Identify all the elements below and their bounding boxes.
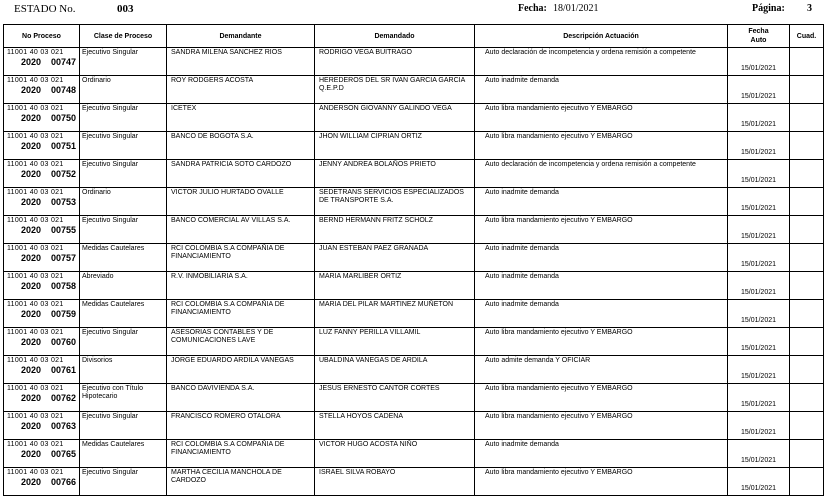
proceso-prefix: 11001 40 03 021: [7, 105, 64, 112]
cell-clase: Ejecutivo Singular: [80, 160, 167, 188]
cell-fecha-auto: 15/01/2021: [728, 216, 790, 244]
cell-demandado: JENNY ANDREA BOLAÑOS PRIETO: [315, 160, 475, 188]
table-row: [4, 76, 824, 104]
proceso-year: 2020: [21, 421, 42, 431]
proceso-number: [7, 477, 77, 488]
cell-no-proceso: [4, 300, 80, 328]
cell-demandante: RCI COLOMBIA S.A COMPAÑIA DE FINANCIAMIENTO: [167, 440, 315, 468]
cell-demandante: BANCO COMERCIAL AV VILLAS S.A.: [167, 216, 315, 244]
cell-fecha-auto: 15/01/2021: [728, 468, 790, 496]
proceso-prefix: 11001 40 03 021: [7, 273, 64, 280]
proceso-num: 00759: [51, 309, 77, 319]
proceso-number: [7, 57, 77, 68]
cell-clase: Ejecutivo Singular: [80, 48, 167, 76]
cell-fecha-auto: 15/01/2021: [728, 132, 790, 160]
cell-cuad: [790, 48, 824, 76]
proceso-num: 00766: [51, 477, 77, 487]
cell-clase: Ordinario: [80, 188, 167, 216]
cell-demandante: BANCO DE BOGOTA S.A.: [167, 132, 315, 160]
proceso-num: 00752: [51, 169, 77, 179]
cell-demandante: R.V. INMOBILIARIA S.A.: [167, 272, 315, 300]
proceso-year: 2020: [21, 253, 42, 263]
cell-no-proceso: [4, 328, 80, 356]
cell-cuad: [790, 384, 824, 412]
cell-no-proceso: [4, 104, 80, 132]
proceso-num: 00750: [51, 113, 77, 123]
cell-no-proceso: [4, 160, 80, 188]
cell-fecha-auto: 15/01/2021: [728, 272, 790, 300]
col-header-demandante: Demandante: [167, 25, 315, 48]
cell-cuad: [790, 356, 824, 384]
pagina-value: 3: [807, 3, 812, 14]
cell-demandante: MARTHA CECILIA MANCHOLA DE CARDOZO: [167, 468, 315, 496]
proceso-prefix: 11001 40 03 021: [7, 469, 64, 476]
col-header-auto: Auto: [750, 37, 767, 44]
cell-descripcion: Auto libra mandamiento ejecutivo Y EMBARGO: [475, 384, 728, 412]
proceso-num: 00761: [51, 365, 77, 375]
cell-demandante: VICTOR JULIO HURTADO OVALLE: [167, 188, 315, 216]
proceso-number: [7, 141, 77, 152]
cell-cuad: [790, 244, 824, 272]
cell-descripcion: Auto libra mandamiento ejecutivo Y EMBARGO: [475, 412, 728, 440]
proceso-number: [7, 197, 77, 208]
col-header-cuad: Cuad.: [790, 25, 824, 48]
cell-fecha-auto: 15/01/2021: [728, 160, 790, 188]
cell-cuad: [790, 328, 824, 356]
proceso-year: 2020: [21, 141, 42, 151]
cell-demandado: ISRAEL SILVA ROBAYO: [315, 468, 475, 496]
cell-demandado: SEDETRANS SERVICIOS ESPECIALIZADOS DE TRANSPORTE S.A.: [315, 188, 475, 216]
proceso-num: 00748: [51, 85, 77, 95]
pagina-label: Página:: [752, 3, 785, 14]
cell-descripcion: Auto libra mandamiento ejecutivo Y EMBARGO: [475, 468, 728, 496]
cell-cuad: [790, 300, 824, 328]
proceso-number: [7, 169, 77, 180]
cell-demandado: MARIA MARLIBER ORTIZ: [315, 272, 475, 300]
table-row: [4, 188, 824, 216]
cell-clase: Ejecutivo Singular: [80, 412, 167, 440]
col-header-fecha: Fecha: [748, 28, 769, 35]
proceso-prefix: 11001 40 03 021: [7, 49, 64, 56]
proceso-number: [7, 281, 77, 292]
table-row: [4, 244, 824, 272]
cell-cuad: [790, 188, 824, 216]
table-row: [4, 272, 824, 300]
cell-clase: Divisorios: [80, 356, 167, 384]
cell-no-proceso: [4, 48, 80, 76]
table-row: [4, 104, 824, 132]
cell-no-proceso: [4, 468, 80, 496]
cell-cuad: [790, 440, 824, 468]
cell-no-proceso: [4, 384, 80, 412]
cell-demandado: ANDERSON GIOVANNY GALINDO VEGA: [315, 104, 475, 132]
proceso-number: [7, 449, 77, 460]
proceso-year: 2020: [21, 393, 42, 403]
table-body: [4, 48, 824, 496]
page-header: [0, 0, 825, 22]
estado-table: [3, 24, 824, 496]
proceso-year: 2020: [21, 477, 42, 487]
proceso-num: 00762: [51, 393, 77, 403]
proceso-number: [7, 365, 77, 376]
cell-demandado: STELLA HOYOS CADENA: [315, 412, 475, 440]
cell-cuad: [790, 160, 824, 188]
cell-no-proceso: [4, 272, 80, 300]
cell-no-proceso: [4, 440, 80, 468]
proceso-num: 00755: [51, 225, 77, 235]
proceso-num: 00760: [51, 337, 77, 347]
cell-cuad: [790, 412, 824, 440]
cell-demandado: LUZ FANNY PERILLA VILLAMIL: [315, 328, 475, 356]
proceso-prefix: 11001 40 03 021: [7, 245, 64, 252]
cell-descripcion: Auto libra mandamiento ejecutivo Y EMBARGO: [475, 132, 728, 160]
cell-descripcion: Auto inadmite demanda: [475, 272, 728, 300]
proceso-year: 2020: [21, 113, 42, 123]
proceso-prefix: 11001 40 03 021: [7, 301, 64, 308]
cell-demandante: ROY RODGERS ACOSTA: [167, 76, 315, 104]
proceso-year: 2020: [21, 281, 42, 291]
proceso-prefix: 11001 40 03 021: [7, 357, 64, 364]
proceso-number: [7, 85, 77, 96]
cell-demandado: JHON WILLIAM CIPRIAN ORTIZ: [315, 132, 475, 160]
cell-descripcion: Auto admite demanda Y OFICIAR: [475, 356, 728, 384]
cell-descripcion: Auto inadmite demanda: [475, 440, 728, 468]
proceso-num: 00765: [51, 449, 77, 459]
proceso-year: 2020: [21, 365, 42, 375]
table-row: [4, 468, 824, 496]
cell-fecha-auto: 15/01/2021: [728, 440, 790, 468]
cell-clase: Medidas Cautelares: [80, 440, 167, 468]
cell-demandado: HEREDEROS DEL SR IVAN GARCIA GARCIA Q.E.P.D: [315, 76, 475, 104]
proceso-year: 2020: [21, 169, 42, 179]
cell-clase: Medidas Cautelares: [80, 244, 167, 272]
cell-fecha-auto: 15/01/2021: [728, 48, 790, 76]
proceso-number: [7, 421, 77, 432]
cell-clase: Ejecutivo Singular: [80, 216, 167, 244]
cell-demandante: FRANCISCO ROMERO OTALORA: [167, 412, 315, 440]
proceso-year: 2020: [21, 309, 42, 319]
proceso-prefix: 11001 40 03 021: [7, 133, 64, 140]
table-row: [4, 216, 824, 244]
cell-descripcion: Auto inadmite demanda: [475, 76, 728, 104]
cell-clase: Ejecutivo Singular: [80, 468, 167, 496]
table-header-row: [4, 25, 824, 48]
cell-descripcion: Auto inadmite demanda: [475, 244, 728, 272]
cell-fecha-auto: 15/01/2021: [728, 188, 790, 216]
estado-label: ESTADO No.: [14, 3, 76, 15]
cell-demandante: SANDRA MILENA SANCHEZ RIOS: [167, 48, 315, 76]
proceso-num: 00757: [51, 253, 77, 263]
cell-demandado: JUAN ESTEBAN PAEZ GRANADA: [315, 244, 475, 272]
cell-clase: Ejecutivo con Título Hipotecario: [80, 384, 167, 412]
proceso-prefix: 11001 40 03 021: [7, 217, 64, 224]
cell-clase: Ordinario: [80, 76, 167, 104]
proceso-number: [7, 253, 77, 264]
table-row: [4, 384, 824, 412]
cell-demandado: BERND HERMANN FRITZ SCHOLZ: [315, 216, 475, 244]
cell-demandante: RCI COLOMBIA S.A COMPAÑIA DE FINANCIAMIENTO: [167, 244, 315, 272]
proceso-prefix: 11001 40 03 021: [7, 77, 64, 84]
cell-fecha-auto: 15/01/2021: [728, 384, 790, 412]
cell-demandado: JESUS ERNESTO CANTOR CORTES: [315, 384, 475, 412]
proceso-year: 2020: [21, 337, 42, 347]
cell-descripcion: Auto declaración de incompetencia y ordena remisión a competente: [475, 160, 728, 188]
cell-cuad: [790, 272, 824, 300]
cell-no-proceso: [4, 356, 80, 384]
cell-no-proceso: [4, 244, 80, 272]
proceso-prefix: 11001 40 03 021: [7, 441, 64, 448]
table-row: [4, 440, 824, 468]
cell-clase: Medidas Cautelares: [80, 300, 167, 328]
table-row: [4, 356, 824, 384]
fecha-value: 18/01/2021: [553, 3, 599, 14]
table-row: [4, 160, 824, 188]
proceso-prefix: 11001 40 03 021: [7, 385, 64, 392]
cell-no-proceso: [4, 132, 80, 160]
cell-demandante: SANDRA PATRICIA SOTO CARDOZO: [167, 160, 315, 188]
col-header-clase: Clase de Proceso: [80, 25, 167, 48]
proceso-year: 2020: [21, 225, 42, 235]
cell-clase: Ejecutivo Singular: [80, 328, 167, 356]
table-row: [4, 412, 824, 440]
estado-number: 003: [117, 3, 134, 15]
cell-descripcion: Auto libra mandamiento ejecutivo Y EMBARGO: [475, 104, 728, 132]
proceso-num: 00758: [51, 281, 77, 291]
fecha-label: Fecha:: [518, 3, 547, 14]
table-row: [4, 328, 824, 356]
cell-clase: Abreviado: [80, 272, 167, 300]
table-row: [4, 300, 824, 328]
cell-fecha-auto: 15/01/2021: [728, 244, 790, 272]
cell-descripcion: Auto libra mandamiento ejecutivo Y EMBARGO: [475, 328, 728, 356]
cell-descripcion: Auto libra mandamiento ejecutivo Y EMBARGO: [475, 216, 728, 244]
cell-fecha-auto: 15/01/2021: [728, 300, 790, 328]
cell-demandante: RCI COLOMBIA S.A COMPAÑIA DE FINANCIAMIENTO: [167, 300, 315, 328]
cell-descripcion: Auto declaración de incompetencia y ordena remisión a competente: [475, 48, 728, 76]
proceso-year: 2020: [21, 197, 42, 207]
col-header-descripcion: Descripción Actuación: [475, 25, 728, 48]
cell-cuad: [790, 216, 824, 244]
cell-clase: Ejecutivo Singular: [80, 104, 167, 132]
cell-demandado: MARIA DEL PILAR MARTINEZ MUÑETON: [315, 300, 475, 328]
cell-descripcion: Auto inadmite demanda: [475, 300, 728, 328]
proceso-number: [7, 113, 77, 124]
cell-no-proceso: [4, 188, 80, 216]
cell-cuad: [790, 132, 824, 160]
proceso-prefix: 11001 40 03 021: [7, 189, 64, 196]
cell-fecha-auto: 15/01/2021: [728, 356, 790, 384]
cell-descripcion: Auto inadmite demanda: [475, 188, 728, 216]
cell-no-proceso: [4, 76, 80, 104]
cell-cuad: [790, 104, 824, 132]
proceso-number: [7, 225, 77, 236]
proceso-number: [7, 393, 77, 404]
cell-demandante: BANCO DAVIVIENDA S.A.: [167, 384, 315, 412]
proceso-num: 00747: [51, 57, 77, 67]
table-row: [4, 48, 824, 76]
cell-demandante: ASESORIAS CONTABLES Y DE COMUNICACIONES LAVE: [167, 328, 315, 356]
cell-clase: Ejecutivo Singular: [80, 132, 167, 160]
proceso-number: [7, 337, 77, 348]
proceso-num: 00751: [51, 141, 77, 151]
cell-fecha-auto: 15/01/2021: [728, 412, 790, 440]
proceso-num: 00763: [51, 421, 77, 431]
proceso-prefix: 11001 40 03 021: [7, 413, 64, 420]
cell-demandante: ICETEX: [167, 104, 315, 132]
cell-cuad: [790, 76, 824, 104]
cell-no-proceso: [4, 412, 80, 440]
cell-no-proceso: [4, 216, 80, 244]
cell-fecha-auto: 15/01/2021: [728, 104, 790, 132]
proceso-number: [7, 309, 77, 320]
proceso-prefix: 11001 40 03 021: [7, 329, 64, 336]
col-header-no-proceso: No Proceso: [4, 25, 80, 48]
cell-demandado: UBALDINA VANEGAS DE ARDILA: [315, 356, 475, 384]
cell-cuad: [790, 468, 824, 496]
cell-fecha-auto: 15/01/2021: [728, 76, 790, 104]
cell-demandado: VICTOR HUGO ACOSTA NIÑO: [315, 440, 475, 468]
col-header-fecha-auto: [728, 25, 790, 48]
proceso-year: 2020: [21, 85, 42, 95]
cell-demandante: JORGE EDUARDO ARDILA VANEGAS: [167, 356, 315, 384]
proceso-year: 2020: [21, 449, 42, 459]
proceso-num: 00753: [51, 197, 77, 207]
proceso-year: 2020: [21, 57, 42, 67]
cell-demandado: RODRIGO VEGA BUITRAGO: [315, 48, 475, 76]
table-row: [4, 132, 824, 160]
proceso-prefix: 11001 40 03 021: [7, 161, 64, 168]
col-header-demandado: Demandado: [315, 25, 475, 48]
cell-fecha-auto: 15/01/2021: [728, 328, 790, 356]
